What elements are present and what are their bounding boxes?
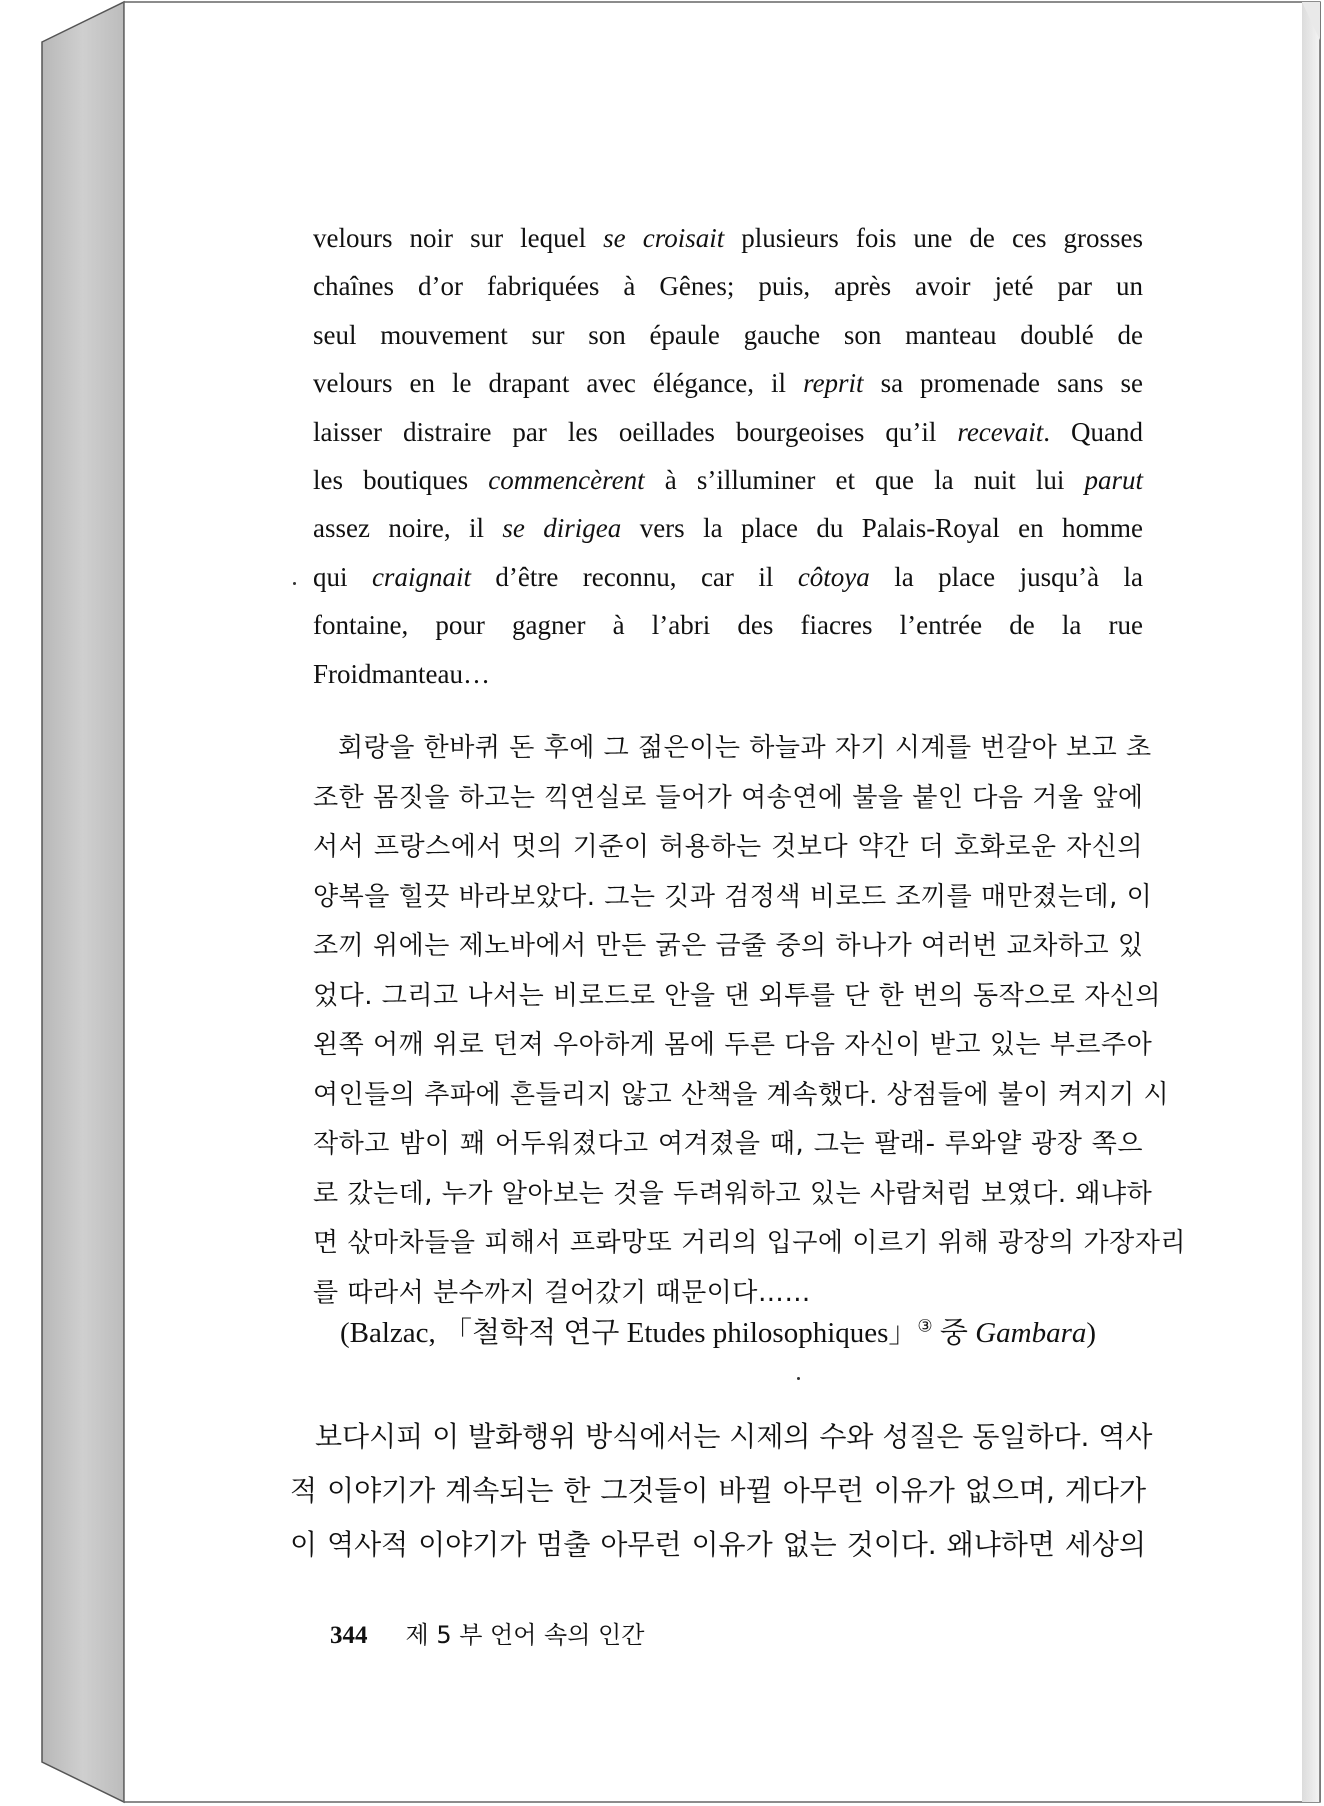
citation-close: ) [1086,1317,1097,1349]
french-line: chaînes d’or fabriquées à Gênes; puis, après avoir jeté par un [313,271,1143,302]
korean-line: 양복을 힐끗 바라보았다. 그는 깃과 검정색 비로드 조끼를 매만졌는데, 이 [313,881,1153,912]
citation [340,1310,1140,1351]
speck [797,1377,800,1380]
commentary-line: 적 이야기가 계속되는 한 그것들이 바뀔 아무런 이유가 없으며, 게다가 [290,1474,1146,1507]
korean-line: 조한 몸짓을 하고는 끽연실로 들어가 여송연에 불을 붙인 다음 거울 앞에 [313,782,1144,813]
korean-line: 여인들의 추파에 흔들리지 않고 산책을 계속했다. 상점들에 불이 켜지기 시 [313,1079,1170,1110]
french-line: les boutiques commencèrent à s’illuminer et que la nuit lui parut [313,464,1143,495]
french-line: seul mouvement sur son épaule gauche son manteau doublé de [313,319,1143,350]
french-line: assez noire, il se dirigea vers la place du Palais-Royal en homme [313,513,1143,544]
commentary-line: 보다시피 이 발화행위 방식에서는 시제의 수와 성질은 동일하다. 역사 [315,1420,1153,1453]
french-passage [313,214,1143,698]
korean-commentary [290,1410,1153,1572]
citation-title: Gambara [975,1317,1087,1349]
french-line: laisser distraire par les oeillades bourgeoises qu’il recevait. Quand [313,416,1143,447]
korean-line: 면 삯마차들을 피해서 프롸망또 거리의 입구에 이르기 위해 광장의 가장자리 [313,1228,1186,1258]
korean-line: 작하고 밤이 꽤 어두워졌다고 여겨졌을 때, 그는 팔래- 루와얄 광장 쪽으 [313,1129,1143,1159]
french-line: qui craignait d’être reconnu, car il côtoya la place jusqu’à la [313,561,1143,592]
commentary-line: 이 역사적 이야기가 멈출 아무런 이유가 없는 것이다. 왜냐하면 세상의 [290,1528,1146,1561]
french-line: Froidmanteau… [313,658,490,689]
speck [293,582,296,585]
french-line: velours noir sur lequel se croisait plusieurs fois une de ces grosses [313,223,1143,253]
korean-translation [313,724,1186,1318]
french-line: fontaine, pour gagner à l’abri des fiacres l’entrée de la rue [313,610,1143,641]
citation-open: (Balzac, 「철학적 연구 Etudes philosophiques」 [340,1317,918,1349]
citation-mid: 중 [932,1317,976,1349]
page-footer [330,1615,644,1650]
korean-line: 서서 프랑스에서 멋의 기준이 허용하는 것보다 약간 더 호화로운 자신의 [313,832,1143,862]
korean-line: 조끼 위에는 제노바에서 만든 굵은 금줄 중의 하나가 여러번 교차하고 있 [313,931,1144,961]
korean-line: 었다. 그리고 나서는 비로드로 안을 댄 외투를 단 한 번의 동작으로 자신의 [313,980,1162,1011]
page-number: 344 [330,1622,368,1649]
korean-line: 왼쪽 어깨 위로 던져 우아하게 몸에 두른 다음 자신이 받고 있는 부르주아 [313,1030,1153,1060]
korean-line: 를 따라서 분수까지 걸어갔기 때문이다…… [313,1277,811,1308]
running-footer: 제 5 부 언어 속의 인간 [405,1621,645,1649]
korean-line: 회랑을 한바퀴 돈 후에 그 젊은이는 하늘과 자기 시계를 번갈아 보고 초 [338,733,1152,763]
footnote-marker: ③ [917,1316,933,1336]
french-line: velours en le drapant avec élégance, il reprit sa promenade sans se [313,368,1143,399]
korean-line: 로 갔는데, 누가 알아보는 것을 두려워하고 있는 사람처럼 보였다. 왜냐하 [313,1178,1153,1209]
